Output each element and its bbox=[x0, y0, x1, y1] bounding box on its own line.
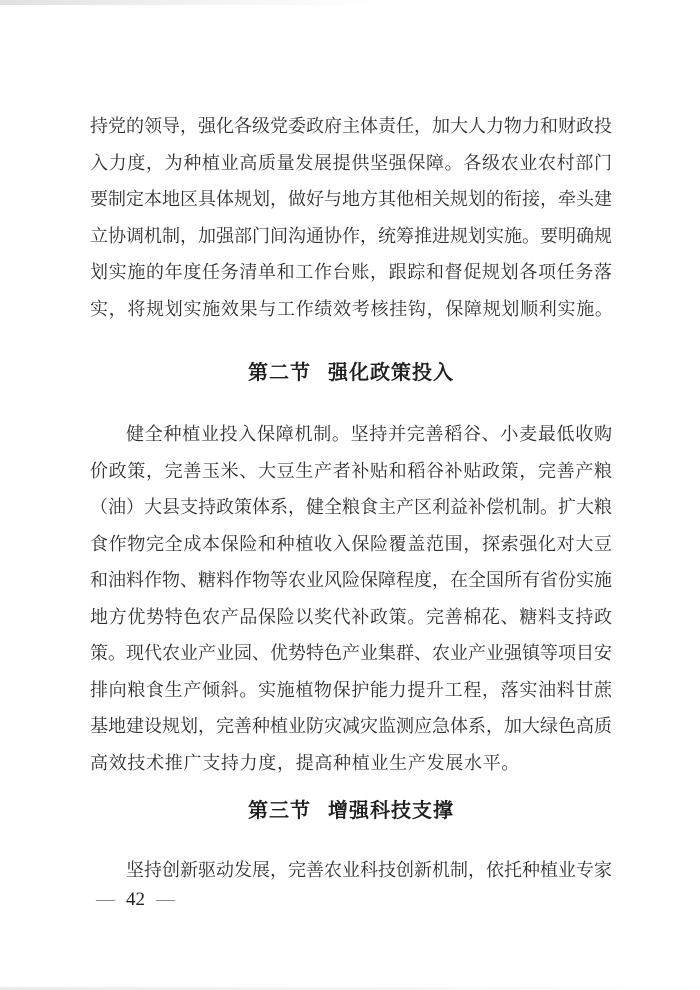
text-line: 地方优势特色农产品保险以奖代补政策。完善棉花、糖料支持政 bbox=[90, 606, 612, 627]
text-line: 健全种植业投入保障机制。坚持并完善稻谷、小麦最低收购 bbox=[126, 424, 612, 444]
section-2-label: 第二节 bbox=[248, 362, 311, 384]
section-heading-3 bbox=[90, 796, 612, 826]
section-heading-2 bbox=[90, 358, 612, 388]
section-2-paragraph bbox=[90, 416, 612, 781]
text-line: 策。现代农业产业园、优势特色产业集群、农业产业强镇等项目安 bbox=[90, 643, 612, 663]
text-line: 入力度，为种植业高质量发展提供坚强保障。各级农业农村部门 bbox=[90, 152, 612, 173]
text-line: 食作物完全成本保险和种植收入保险覆盖范围，探索强化对大豆 bbox=[90, 533, 612, 554]
text-line: （油）大县支持政策体系，健全粮食主产区利益补偿机制。扩大粮 bbox=[90, 497, 612, 517]
section-2-title: 强化政策投入 bbox=[328, 362, 454, 384]
text-line: 和油料作物、糖料作物等农业风险保障程度，在全国所有省份实施 bbox=[90, 570, 612, 590]
text-line: 坚持创新驱动发展，完善农业科技创新机制，依托种植业专家 bbox=[126, 860, 612, 880]
text-line: 排向粮食生产倾斜。实施植物保护能力提升工程，落实油料甘蔗 bbox=[90, 679, 612, 700]
page-content bbox=[90, 108, 612, 889]
page-number bbox=[96, 888, 175, 912]
text-line: 基地建设规划，完善种植业防灾减灾监测应急体系，加大绿色高质 bbox=[90, 716, 612, 736]
section-3-paragraph bbox=[90, 852, 612, 889]
page-number-left-dash: — bbox=[96, 889, 115, 910]
page-number-value: 42 bbox=[126, 889, 145, 910]
text-line: 划实施的年度任务清单和工作台账，跟踪和督促规划各项任务落 bbox=[90, 262, 612, 282]
scan-edge-top bbox=[0, 0, 420, 5]
text-line: 要制定本地区具体规划，做好与地方其他相关规划的衔接，牵头建 bbox=[90, 189, 612, 209]
section-3-label: 第三节 bbox=[248, 800, 311, 822]
text-line: 价政策，完善玉米、大豆生产者补贴和稻谷补贴政策，完善产粮 bbox=[90, 460, 612, 481]
section-3-title: 增强科技支撑 bbox=[328, 800, 454, 822]
text-line: 持党的领导，强化各级党委政府主体责任，加大人力物力和财政投 bbox=[90, 116, 612, 136]
text-line: 立协调机制，加强部门间沟通协作，统筹推进规划实施。要明确规 bbox=[90, 225, 612, 246]
paragraph-continuation bbox=[90, 108, 612, 327]
page-number-right-dash: — bbox=[156, 889, 175, 910]
text-line: 高效技术推广支持力度，提高种植业生产发展水平。 bbox=[90, 752, 521, 773]
text-line: 实，将规划实施效果与工作绩效考核挂钩，保障规划顺利实施。 bbox=[90, 298, 614, 319]
